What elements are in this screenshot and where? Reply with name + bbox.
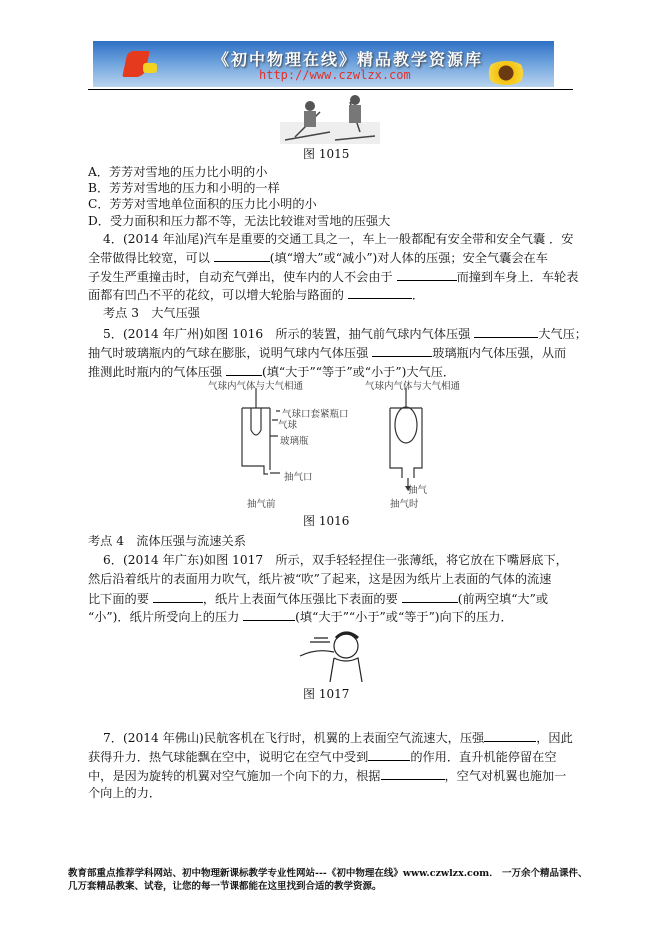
banner-title: 《初中物理在线》精品教学资源库 <box>213 50 484 69</box>
section-heading: 考点 3 大气压强 <box>103 306 200 320</box>
answer-blank[interactable] <box>243 608 295 621</box>
banner-url[interactable]: http://www.czwlzx.com <box>259 68 411 82</box>
text: 大气压； <box>538 327 587 341</box>
answer-blank[interactable] <box>226 363 262 376</box>
answer-blank[interactable] <box>368 748 410 761</box>
text: 子发生严重撞击时，自动充气弹出，使车内的人不会由于 <box>88 270 393 284</box>
question-4-line <box>88 286 424 303</box>
answer-blank[interactable] <box>372 344 432 357</box>
header-rule <box>88 89 573 90</box>
text: ． <box>411 288 424 302</box>
option-a: A．芳芳对雪地的压力比小明的小 <box>88 165 268 179</box>
label: 抽气 <box>408 485 428 496</box>
question-6-line <box>88 590 548 607</box>
sunflower-icon <box>485 61 527 85</box>
label: 气球口套紧瓶口 <box>282 409 349 420</box>
label: 抽气时 <box>390 499 419 510</box>
text: 的作用．直升机能停留在空 <box>410 750 557 764</box>
question-6-line <box>88 608 513 625</box>
text: 而撞到车身上．车轮表 <box>456 270 579 284</box>
question-4-line: 4．(2014 年汕尾)汽车是重要的交通工具之一，车上一般都配有安全带和安全气囊 ．安 <box>103 232 574 246</box>
question-7-line <box>103 729 573 746</box>
figure-caption: 图 1017 <box>303 687 350 701</box>
text: 抽气时玻璃瓶内的气球在膨胀，说明气球内气体压强 <box>88 346 369 360</box>
label: 气球内气体与大气相通 <box>208 381 304 392</box>
question-6-line: 然后沿着纸片的表面用力吹气，纸片被“吹”了起来，这是因为纸片上表面的气体的流速 <box>88 572 552 586</box>
text: ，空气对机翼也施加一 <box>444 769 567 783</box>
section-heading: 考点 4 流体压强与流速关系 <box>88 534 246 548</box>
question-4-line <box>88 249 548 266</box>
text: ，因此 <box>536 731 573 745</box>
question-6-line: 6．(2014 年广东)如图 1017 所示，双手轻轻捏住一张薄纸，将它放在下嘴唇底下， <box>103 553 568 567</box>
answer-blank[interactable] <box>214 249 270 262</box>
answer-blank[interactable] <box>474 325 538 338</box>
label: 玻璃瓶 <box>280 436 309 447</box>
option-b: B．芳芳对雪地的压力和小明的一样 <box>88 181 280 195</box>
text: 比下面的要 <box>88 592 149 606</box>
figure-caption: 图 1015 <box>303 147 350 161</box>
answer-blank[interactable] <box>397 268 457 281</box>
text: (填“增大”或“减小”)对人体的压强；安全气囊会在车 <box>269 251 548 265</box>
label: 气球 <box>278 420 298 431</box>
bottle-diagram <box>200 378 500 508</box>
answer-blank[interactable] <box>484 729 536 742</box>
text: 玻璃瓶内气体压强，从而 <box>432 346 567 360</box>
text: 推测此时瓶内的气体压强 <box>88 365 223 379</box>
answer-blank[interactable] <box>153 590 203 603</box>
blowing-paper-figure <box>296 628 366 682</box>
text: (前两空填“大”或 <box>457 592 549 606</box>
text: 面都有凹凸不平的花纹，可以增大轮胎与路面的 <box>88 288 344 302</box>
footer-line: 教育部重点推荐学科网站、初中物理新课标教学专业性网站---《初中物理在线》www.czwlzx.com． 一万余个精品课件、 <box>68 868 588 879</box>
answer-blank[interactable] <box>402 590 458 603</box>
text: 中，是因为旋转的机翼对空气施加一个向下的力，根据 <box>88 769 381 783</box>
figure-caption: 图 1016 <box>303 514 350 528</box>
option-c: C．芳芳对雪地单位面积的压力比小明的小 <box>88 197 317 211</box>
label: 气球内气体与大气相通 <box>365 381 461 392</box>
answer-blank[interactable] <box>348 286 412 299</box>
question-5-line <box>103 325 587 342</box>
logo-accent-icon <box>143 63 157 73</box>
label: 抽气口 <box>284 472 313 483</box>
text: (填“大于”“等于”或“小于”)大气压． <box>261 365 456 379</box>
question-7-line: 个向上的力． <box>88 786 162 800</box>
question-5-line <box>88 344 566 361</box>
header-banner <box>93 41 554 87</box>
text: 全带做得比较宽，可以 <box>88 251 210 265</box>
option-d: D．受力面积和压力都不等，无法比较谁对雪地的压强大 <box>88 214 391 228</box>
question-7-line <box>88 748 557 765</box>
text: 7．(2014 年佛山)民航客机在飞行时，机翼的上表面空气流速大，压强 <box>103 731 485 745</box>
label: 抽气前 <box>247 499 276 510</box>
question-7-line <box>88 767 566 784</box>
footer-line: 几万套精品教案、试卷，让您的每一节课都能在这里找到合适的教学资源。 <box>68 881 382 892</box>
answer-blank[interactable] <box>381 767 445 780</box>
text: ，纸片上表面气体压强比下表面的要 <box>202 592 398 606</box>
text: 获得升力．热气球能飘在空中，说明它在空气中受到 <box>88 750 369 764</box>
question-4-line <box>88 268 578 285</box>
skiers-figure <box>280 92 380 144</box>
text: 5．(2014 年广州)如图 1016 所示的装置，抽气前气球内气体压强 <box>103 327 471 341</box>
text: (填“大于”“小于”或“等于”)向下的压力． <box>295 610 513 624</box>
text: “小”)．纸片所受向上的压力 <box>88 610 240 624</box>
